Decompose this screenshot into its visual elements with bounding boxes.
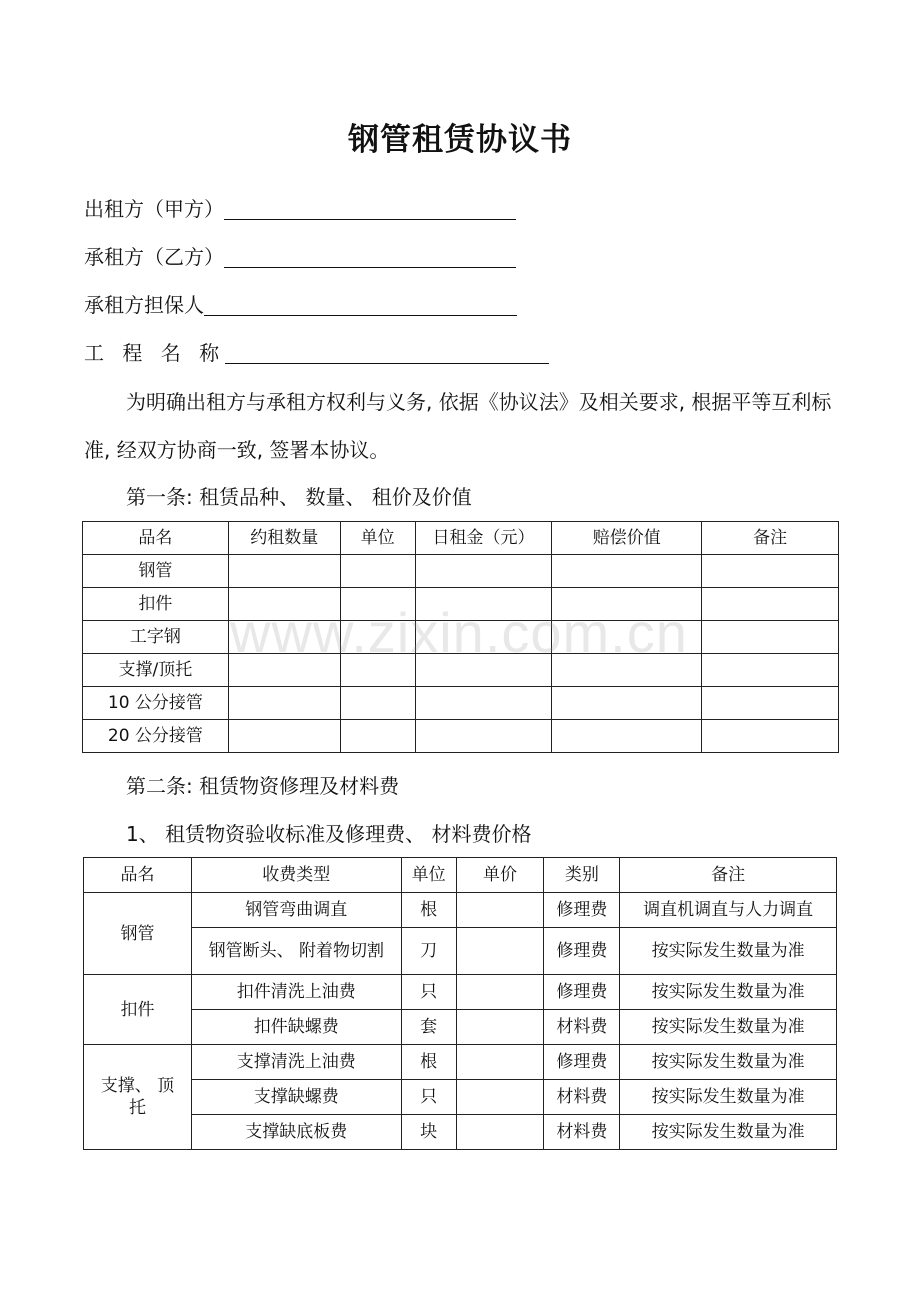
fee-type-cell: 扣件缺螺费 (191, 1010, 401, 1045)
item-name-cell: 工字钢 (83, 621, 229, 654)
lessee-blank[interactable] (224, 245, 516, 268)
category-cell: 材料费 (544, 1115, 620, 1150)
empty-cell[interactable] (702, 654, 839, 687)
category-cell: 修理费 (544, 975, 620, 1010)
header-cell: 收费类型 (191, 858, 401, 893)
empty-cell[interactable] (415, 654, 552, 687)
item-name-cell: 10 公分接管 (83, 687, 229, 720)
header-cell: 品名 (83, 522, 229, 555)
price-cell[interactable] (456, 928, 544, 975)
unit-cell: 套 (401, 1010, 456, 1045)
lessee-field (84, 242, 516, 272)
table-row (84, 1045, 837, 1080)
table-row (83, 555, 839, 588)
table-row (84, 1010, 837, 1045)
empty-cell[interactable] (340, 621, 415, 654)
price-cell[interactable] (456, 1010, 544, 1045)
table-row (84, 928, 837, 975)
lessee-label: 承租方（乙方） (84, 245, 224, 269)
empty-cell[interactable] (340, 720, 415, 753)
fee-type-cell: 支撑缺底板费 (191, 1115, 401, 1150)
price-cell[interactable] (456, 893, 544, 928)
repair-fees-table (83, 857, 837, 1150)
empty-cell[interactable] (552, 588, 702, 621)
note-cell: 按实际发生数量为准 (620, 1115, 837, 1150)
clause1-title: 第一条: 租赁品种、 数量、 租价及价值 (126, 485, 472, 509)
empty-cell[interactable] (415, 555, 552, 588)
header-cell: 约租数量 (228, 522, 340, 555)
unit-cell: 根 (401, 893, 456, 928)
unit-cell: 根 (401, 1045, 456, 1080)
empty-cell[interactable] (552, 621, 702, 654)
empty-cell[interactable] (340, 555, 415, 588)
category-cell: 修理费 (544, 1045, 620, 1080)
empty-cell[interactable] (340, 654, 415, 687)
unit-cell: 刀 (401, 928, 456, 975)
header-cell: 单价 (456, 858, 544, 893)
group-name-cell: 钢管 (84, 893, 192, 975)
header-cell: 单位 (401, 858, 456, 893)
price-cell[interactable] (456, 975, 544, 1010)
note-cell: 按实际发生数量为准 (620, 1045, 837, 1080)
table-row (84, 1115, 837, 1150)
empty-cell[interactable] (702, 687, 839, 720)
category-cell: 修理费 (544, 928, 620, 975)
empty-cell[interactable] (552, 555, 702, 588)
table-row (83, 621, 839, 654)
empty-cell[interactable] (552, 687, 702, 720)
table-row (83, 654, 839, 687)
empty-cell[interactable] (702, 720, 839, 753)
price-cell[interactable] (456, 1045, 544, 1080)
intro-paragraph: 为明确出租方与承租方权利与义务, 依据《协议法》及相关要求, 根据平等互利标准, 经双方协商一致, 签署本协议。 (84, 390, 832, 462)
note-cell: 按实际发生数量为准 (620, 975, 837, 1010)
group-name-cell: 扣件 (84, 975, 192, 1045)
header-cell: 赔偿价值 (552, 522, 702, 555)
empty-cell[interactable] (702, 555, 839, 588)
guarantor-label: 承租方担保人 (84, 293, 204, 317)
item-name-cell: 钢管 (83, 555, 229, 588)
unit-cell: 块 (401, 1115, 456, 1150)
table-row (84, 1080, 837, 1115)
table-row (84, 975, 837, 1010)
empty-cell[interactable] (228, 588, 340, 621)
empty-cell[interactable] (702, 588, 839, 621)
fee-type-cell: 钢管弯曲调直 (191, 893, 401, 928)
project-label: 工 程 名 称 (84, 341, 226, 365)
fee-type-cell: 扣件清洗上油费 (191, 975, 401, 1010)
table-row (84, 893, 837, 928)
empty-cell[interactable] (228, 720, 340, 753)
empty-cell[interactable] (702, 621, 839, 654)
empty-cell[interactable] (228, 555, 340, 588)
clause2-subtitle: 1、 租赁物资验收标准及修理费、 材料费价格 (126, 822, 532, 846)
price-cell[interactable] (456, 1115, 544, 1150)
empty-cell[interactable] (228, 654, 340, 687)
note-cell: 按实际发生数量为准 (620, 1010, 837, 1045)
empty-cell[interactable] (415, 720, 552, 753)
watermark: www.zixin.com.cn (230, 601, 688, 664)
price-cell[interactable] (456, 1080, 544, 1115)
fee-type-cell: 支撑缺螺费 (191, 1080, 401, 1115)
category-cell: 材料费 (544, 1080, 620, 1115)
header-cell: 单位 (340, 522, 415, 555)
category-cell: 修理费 (544, 893, 620, 928)
item-name-cell: 支撑/顶托 (83, 654, 229, 687)
project-blank[interactable] (225, 341, 549, 364)
table-row (83, 588, 839, 621)
document-title: 钢管租赁协议书 (348, 122, 572, 158)
header-cell: 日租金（元） (415, 522, 552, 555)
item-name-cell: 扣件 (83, 588, 229, 621)
category-cell: 材料费 (544, 1010, 620, 1045)
empty-cell[interactable] (415, 588, 552, 621)
fee-type-cell: 支撑清洗上油费 (191, 1045, 401, 1080)
empty-cell[interactable] (552, 654, 702, 687)
table-header-row (84, 858, 837, 893)
empty-cell[interactable] (340, 687, 415, 720)
item-name-cell: 20 公分接管 (83, 720, 229, 753)
empty-cell[interactable] (552, 720, 702, 753)
empty-cell[interactable] (340, 588, 415, 621)
table-row (83, 687, 839, 720)
empty-cell[interactable] (228, 687, 340, 720)
lessor-blank[interactable] (224, 197, 516, 220)
clause2-title: 第二条: 租赁物资修理及材料费 (126, 774, 400, 798)
guarantor-blank[interactable] (204, 293, 517, 316)
note-cell: 调直机调直与人力调直 (620, 893, 837, 928)
empty-cell[interactable] (415, 687, 552, 720)
header-cell: 品名 (84, 858, 192, 893)
empty-cell[interactable] (415, 621, 552, 654)
unit-cell: 只 (401, 1080, 456, 1115)
rental-items-table (82, 521, 839, 753)
guarantor-field (84, 290, 517, 320)
header-cell: 备注 (702, 522, 839, 555)
note-cell: 按实际发生数量为准 (620, 928, 837, 975)
group-name-cell: 支撑、 顶托 (84, 1045, 192, 1150)
empty-cell[interactable] (228, 621, 340, 654)
header-cell: 类别 (544, 858, 620, 893)
fee-type-cell: 钢管断头、 附着物切割 (191, 928, 401, 975)
note-cell: 按实际发生数量为准 (620, 1080, 837, 1115)
header-cell: 备注 (620, 858, 837, 893)
lessor-field (84, 194, 516, 224)
lessor-label: 出租方（甲方） (84, 197, 224, 221)
table-header-row (83, 522, 839, 555)
project-field (84, 338, 549, 368)
table-row (83, 720, 839, 753)
unit-cell: 只 (401, 975, 456, 1010)
